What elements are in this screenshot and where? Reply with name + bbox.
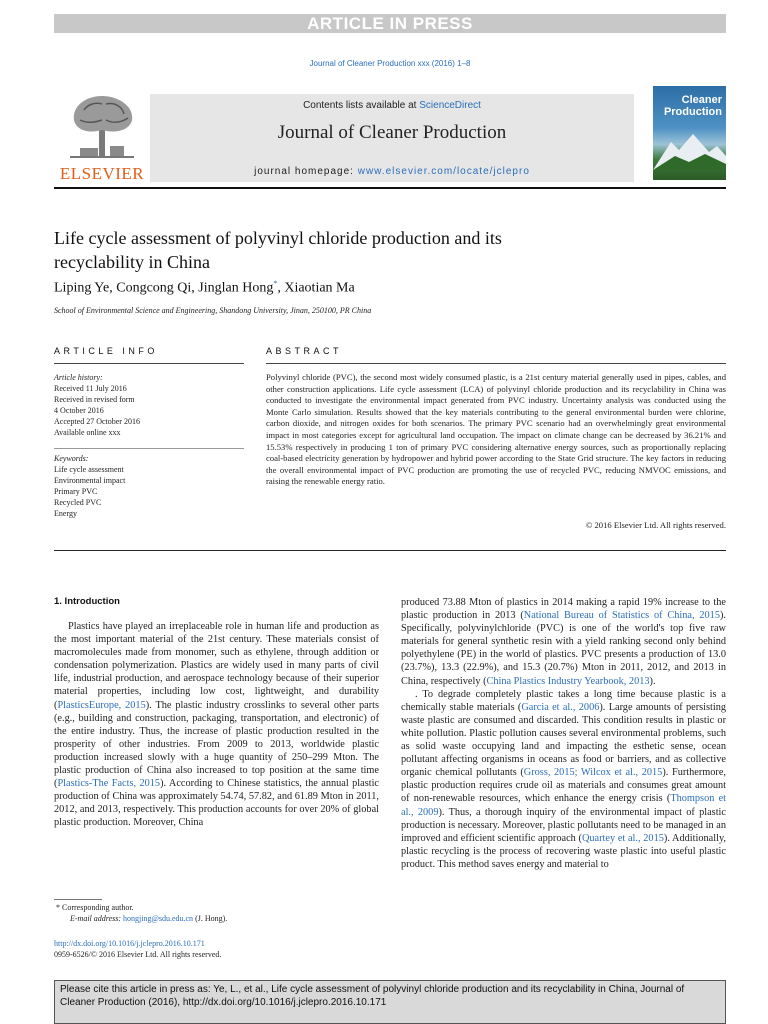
journal-masthead [54, 86, 726, 182]
keyword-item: Recycled PVC [54, 498, 102, 507]
history-item: 4 October 2016 [54, 406, 104, 415]
intro-paragraph [54, 620, 379, 830]
masthead-divider [54, 187, 726, 189]
cover-title [664, 94, 722, 118]
abstract-rule [266, 363, 726, 364]
abstract-copyright: © 2016 Elsevier Ltd. All rights reserved. [585, 520, 726, 530]
text-run: produced 73.88 Mton of plastics in 2014 making a rapid 19% increase to the plastic production in 2013 ( [401, 597, 726, 622]
paper-title-line2: recyclability in China [54, 252, 210, 272]
history-item: Received in revised form [54, 395, 135, 404]
footnote-email-line [54, 913, 227, 924]
cover-title-line2: Production [663, 106, 722, 118]
contents-line [150, 100, 634, 111]
intro-paragraph-continued [401, 596, 726, 688]
reference-link[interactable]: PlasticsEurope, 2015 [57, 699, 146, 711]
corresponding-author-mark[interactable]: * [273, 279, 278, 288]
reference-link[interactable]: Garcia et al., 2006 [521, 701, 600, 713]
cover-mountain-icon [653, 130, 726, 170]
text-run: ). Large amounts of persisting waste plastic are consumed and discarded. This condition results in plastic or white pollution. Plastic pollution causes several environmental problems, such as solid waste occupying land and impacting the esthetic sense, ocean pollutant affecting organisms in oceans as food or barriers, and as collective organic chemical pollutants ( [401, 701, 727, 779]
footnote-line [54, 902, 227, 913]
info-divider [54, 448, 244, 449]
reference-link[interactable]: Thompson et al., 2009 [401, 793, 726, 818]
keyword-item: Energy [54, 509, 77, 518]
reference-link[interactable]: Quartey et al., 2015 [581, 832, 664, 844]
history-item: Received 11 July 2016 [54, 384, 127, 393]
elsevier-wordmark: ELSEVIER [59, 164, 145, 183]
article-info-heading: ARTICLE INFO [54, 346, 158, 356]
abstract-bottom-rule [54, 550, 726, 551]
keywords [54, 453, 244, 519]
history-item: Accepted 27 October 2016 [54, 417, 140, 426]
doi-link[interactable]: http://dx.doi.org/10.1016/j.jclepro.2016.10.171 [54, 939, 205, 948]
cover-title-line1: Cleaner [681, 94, 722, 106]
reference-link[interactable]: Gross, 2015; Wilcox et al., 2015 [523, 767, 663, 779]
footnote-text: Corresponding author. [60, 903, 134, 912]
cite-this-article-box: Please cite this article in press as: Ye, L., et al., Life cycle assessment of polyvinyl chloride production and its recyclability in China, Journal of Cleaner Production (2016), http://dx.doi.org/10.1016/j.jclepro.2016.10.171 [54, 980, 726, 1024]
footnote-mark: * [56, 903, 60, 912]
abstract-heading: ABSTRACT [266, 346, 343, 356]
text-run: ). Furthermore, plastic production requires crude oil as materials and consumes great amount of non-renewable resources, which enhance the energy crisis ( [401, 767, 727, 805]
homepage-prefix: journal homepage: [254, 166, 358, 177]
body-column-left [54, 620, 379, 830]
reference-link[interactable]: National Bureau of Statistics of China, 2015 [523, 610, 720, 622]
email-link[interactable]: hongjing@sdu.edu.cn [123, 914, 194, 923]
keyword-item: Life cycle assessment [54, 465, 124, 474]
author-affiliation: School of Environmental Science and Engineering, Shandong University, Jinan, 250100, PR China [54, 306, 372, 315]
contents-prefix: Contents lists available at [303, 100, 420, 111]
reference-link[interactable]: Plastics-The Facts, 2015 [57, 778, 161, 790]
sciencedirect-link[interactable]: ScienceDirect [419, 100, 481, 111]
elsevier-tree-icon [66, 90, 138, 160]
email-label: E-mail address: [70, 914, 124, 923]
text-run: . To degrade completely plastic takes a long time because plastic is a chemically stable materials ( [401, 688, 726, 713]
journal-citation-line[interactable]: Journal of Cleaner Production xxx (2016) 1–8 [309, 59, 471, 68]
abstract-text: Polyvinyl chloride (PVC), the second most widely consumed plastic, is a 21st century material generally used in pipes, cables, and other construction applications. Life cycle assessment (LCA) of polyvinyl chloride production and its recyclability in China was conducted to investigate the environmental impact generated from PVC industry. Uncertainty analysis was conducted using the Monte Carlo simulation. Results showed that the key materials contributing to the general environmental burden were chlorine, carbon dioxide, and nitrogen oxides for both scenarios. The primary PVC scenario had an overwhelmingly great environmental impact in most categories except for agricultural land occupation. The impact on climate change can be decreased by 36.21% and 15.53% respectively in producing 1 ton of primary PVC considering alternative energy sources, such as proportionally replacing coal-based electricity generation by hydropower and hybrid power according to the State Grid structure. The key factors in reducing the overall environmental impact of PVC production are promoting the use of recycled PVC, reducing NMVOC emissions, and raising the renewable energy ratio. [266, 372, 726, 487]
body-column-right [401, 596, 726, 871]
text-run: ). The plastic industry crosslinks to several other parts (e.g., building and construction, packaging, transportation, and electronic) of the entire industry. Thus, the increase of plastic production resulted in the prosperity of other industries. From 2009 to 2013, worldwide plastic production increased slowly with a huge quantity of 250–299 Mton. The plastic production of China also increased to top position at the same time ( [54, 699, 379, 790]
corresponding-author-footnote [54, 902, 227, 924]
journal-header-box [150, 94, 634, 182]
footnote-rule [54, 899, 102, 900]
reference-link[interactable]: China Plastics Industry Yearbook, 2013 [486, 675, 650, 687]
text-run: ). Additionally, plastic recycling is the process of recovering waste plastic into useful plastic product. This method saves energy and material to [401, 832, 727, 870]
email-after: (J. Hong). [193, 914, 228, 923]
keyword-item: Primary PVC [54, 487, 98, 496]
intro-paragraph [401, 688, 726, 871]
article-info-rule [54, 363, 244, 364]
text-run: ). [649, 675, 656, 687]
authors-before: Liping Ye, Congcong Qi, Jinglan Hong [54, 280, 274, 296]
text-run: Plastics have played an irreplaceable role in human life and production as the most important material of the 21st century. These materials consist of macromolecules made from monomer, such as ethylene, through addition or condensation polymerization. Plastics are widely used in many parts of civil life, industrial production, and aerospace technology because of their superior material properties, including low cost, lightweight, and durability ( [54, 621, 379, 711]
journal-homepage-line [150, 166, 634, 177]
text-run: ). Thus, a thorough inquiry of the environmental impact of plastic production is necessary. Moreover, plastic pollutants need to be managed in an improved and efficient scientific approach ( [401, 806, 726, 844]
journal-cover-image[interactable] [653, 86, 726, 180]
doi-block [54, 938, 221, 960]
homepage-link[interactable]: www.elsevier.com/locate/jclepro [357, 166, 530, 177]
elsevier-logo[interactable] [54, 86, 150, 182]
article-history [54, 372, 244, 438]
introduction-heading: 1. Introduction [54, 596, 120, 607]
article-in-press-banner: ARTICLE IN PRESS [54, 14, 726, 33]
text-run: ). Specifically, polyvinylchloride (PVC) is one of the world's top five raw materials for general synthetic resin with a yield ranking second only behind polyethylene (PE) in the world of plastics. PVC presents a production of 13.0 (23.7%), 13.3 (22.9%), and 15.3 (20.7%) Mton in 2011, 2012, and 2013 in China, respectively ( [401, 610, 726, 687]
keywords-label: Keywords: [54, 454, 89, 463]
issn-copyright: 0959-6526/© 2016 Elsevier Ltd. All rights reserved. [54, 950, 222, 959]
author-list [54, 279, 355, 297]
article-history-label: Article history: [54, 373, 103, 382]
text-run: ). According to Chinese statistics, the annual plastic production of China was approximately 54.74, 57.82, and 61.89 Mton in 2011, 2012, and 2013, respectively. This production accounts for over 20% of global plastic production. Moreover, China [54, 778, 380, 829]
keyword-item: Environmental impact [54, 476, 126, 485]
paper-title [54, 226, 674, 274]
authors-after: , Xiaotian Ma [277, 280, 355, 296]
journal-title: Journal of Cleaner Production [277, 122, 507, 143]
history-item: Available online xxx [54, 428, 121, 437]
paper-title-line1: Life cycle assessment of polyvinyl chloride production and its [54, 228, 502, 248]
